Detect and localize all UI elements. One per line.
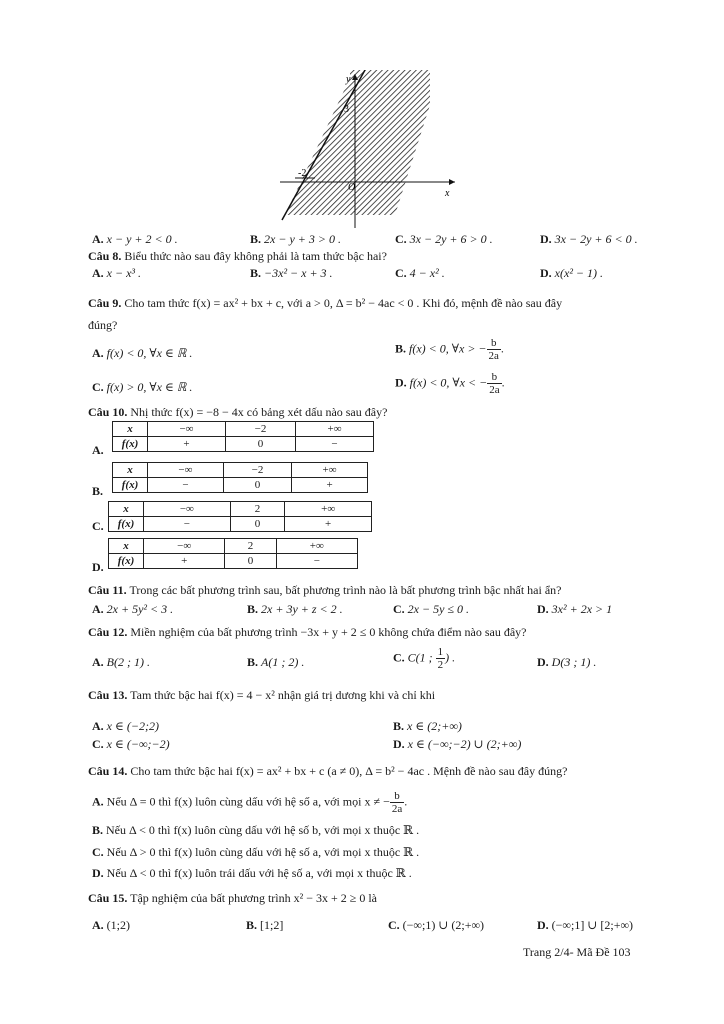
q9-stem: Câu 9. Cho tam thức f(x) = ax² + bx + c, với a > 0, Δ = b² − 4ac < 0 . Khi đó, mệnh đề nào sau đây bbox=[88, 296, 563, 310]
y-axis-label: y bbox=[346, 74, 351, 85]
origin-label: O bbox=[348, 182, 356, 193]
q8-option-d[interactable]: D. x(x² − 1) . bbox=[540, 266, 604, 280]
q8-stem: Câu 8. Biểu thức nào sau đây không phải là tam thức bậc hai? bbox=[88, 249, 387, 263]
q13-stem: Câu 13. Tam thức bậc hai f(x) = 4 − x² nhận giá trị dương khi và chỉ khi bbox=[88, 688, 436, 702]
q7-option-d[interactable]: D. 3x − 2y + 6 < 0 . bbox=[540, 232, 638, 246]
q8-option-b[interactable]: B. −3x² − x + 3 . bbox=[250, 266, 333, 280]
q9-option-a[interactable]: A. f(x) < 0, ∀x ∈ ℝ . bbox=[92, 346, 193, 360]
sign-table: x −∞ 2 +∞ f(x) − 0 + bbox=[108, 501, 372, 532]
q14-option-a[interactable]: A. Nếu Δ = 0 thì f(x) luôn cùng dấu với hệ số a, với mọi x ≠ − $\frac{b}{2a}$ . bbox=[92, 790, 408, 815]
q10-option-a[interactable]: A. x −∞ −2 +∞ f(x) + 0 − bbox=[92, 421, 374, 452]
q13-option-d[interactable]: D. x ∈ (−∞;−2) ∪ (2;+∞) bbox=[393, 737, 522, 751]
q8-option-c[interactable]: C. 4 − x² . bbox=[395, 266, 445, 280]
q7-option-b[interactable]: B. 2x − y + 3 > 0 . bbox=[250, 232, 341, 246]
x-intercept-label: -2 bbox=[298, 168, 307, 179]
q9-stem-cont: đúng? bbox=[88, 318, 118, 332]
q12-option-c[interactable]: C. C(1 ; $\frac{1}{2}$ ) . bbox=[393, 646, 456, 671]
q12-option-d[interactable]: D. D(3 ; 1) . bbox=[537, 655, 597, 669]
q7-option-c[interactable]: C. 3x − 2y + 6 > 0 . bbox=[395, 232, 493, 246]
q10-option-b[interactable]: B. x −∞ −2 +∞ f(x) − 0 + bbox=[92, 462, 368, 493]
q11-option-d[interactable]: D. 3x² + 2x > 1 bbox=[537, 602, 613, 616]
q7-option-a[interactable]: A. x − y + 2 < 0 . bbox=[92, 232, 178, 246]
q12-option-b[interactable]: B. A(1 ; 2) . bbox=[247, 655, 305, 669]
q14-option-b[interactable]: B. Nếu Δ < 0 thì f(x) luôn cùng dấu với hệ số b, với mọi x thuộc ℝ . bbox=[92, 823, 420, 837]
q15-stem: Câu 15. Tập nghiệm của bất phương trình x² − 3x + 2 ≥ 0 là bbox=[88, 891, 377, 905]
y-intercept-label: 3 bbox=[344, 104, 349, 115]
q11-option-c[interactable]: C. 2x − 5y ≤ 0 . bbox=[393, 602, 470, 616]
x-axis-label: x bbox=[445, 188, 450, 199]
q10-option-c[interactable]: C. x −∞ 2 +∞ f(x) − 0 + bbox=[92, 501, 372, 532]
sign-table: x −∞ −2 +∞ f(x) + 0 − bbox=[112, 421, 374, 452]
shaded-region bbox=[285, 70, 430, 215]
q9-option-c[interactable]: C. f(x) > 0, ∀x ∈ ℝ . bbox=[92, 380, 193, 394]
q9-option-b[interactable]: B. f(x) < 0, ∀x > − $\frac{b}{2a}$ . bbox=[395, 337, 504, 362]
q15-option-c[interactable]: C. (−∞;1) ∪ (2;+∞) bbox=[388, 918, 485, 932]
q13-option-a[interactable]: A. x ∈ (−2;2) bbox=[92, 719, 159, 733]
q15-option-d[interactable]: D. (−∞;1] ∪ [2;+∞) bbox=[537, 918, 634, 932]
q15-option-b[interactable]: B. [1;2] bbox=[246, 918, 284, 932]
q10-stem: Câu 10. Nhị thức f(x) = −8 − 4x có bảng xét dấu nào sau đây? bbox=[88, 405, 388, 419]
q12-stem: Câu 12. Miền nghiệm của bất phương trình −3x + y + 2 ≤ 0 không chứa điểm nào sau đây? bbox=[88, 625, 527, 639]
q14-stem: Câu 14. Cho tam thức bậc hai f(x) = ax² + bx + c (a ≠ 0), Δ = b² − 4ac . Mệnh đề nào sau đây đúng? bbox=[88, 764, 568, 778]
q12-option-a[interactable]: A. B(2 ; 1) . bbox=[92, 655, 150, 669]
q11-option-a[interactable]: A. 2x + 5y² < 3 . bbox=[92, 602, 174, 616]
sign-table: x −∞ −2 +∞ f(x) − 0 + bbox=[112, 462, 368, 493]
q11-option-b[interactable]: B. 2x + 3y + z < 2 . bbox=[247, 602, 343, 616]
sign-table: x −∞ 2 +∞ f(x) + 0 − bbox=[108, 538, 358, 569]
q15-option-a[interactable]: A. (1;2) bbox=[92, 918, 130, 932]
page-footer: Trang 2/4- Mã Đề 103 bbox=[523, 945, 631, 959]
q14-option-d[interactable]: D. Nếu Δ < 0 thì f(x) luôn trái dấu với hệ số a, với mọi x thuộc ℝ . bbox=[92, 866, 412, 880]
q14-option-c[interactable]: C. Nếu Δ > 0 thì f(x) luôn cùng dấu với hệ số a, với mọi x thuộc ℝ . bbox=[92, 845, 420, 859]
inequality-graph bbox=[280, 70, 460, 230]
q10-option-d[interactable]: D. x −∞ 2 +∞ f(x) + 0 − bbox=[92, 538, 358, 569]
q8-option-a[interactable]: A. x − x³ . bbox=[92, 266, 142, 280]
q13-option-c[interactable]: C. x ∈ (−∞;−2) bbox=[92, 737, 170, 751]
q11-stem: Câu 11. Trong các bất phương trình sau, bất phương trình nào là bất phương trình bậc nhất hai ẩn? bbox=[88, 583, 562, 597]
q13-option-b[interactable]: B. x ∈ (2;+∞) bbox=[393, 719, 462, 733]
q9-option-d[interactable]: D. f(x) < 0, ∀x < − $\frac{b}{2a}$ . bbox=[395, 371, 505, 396]
